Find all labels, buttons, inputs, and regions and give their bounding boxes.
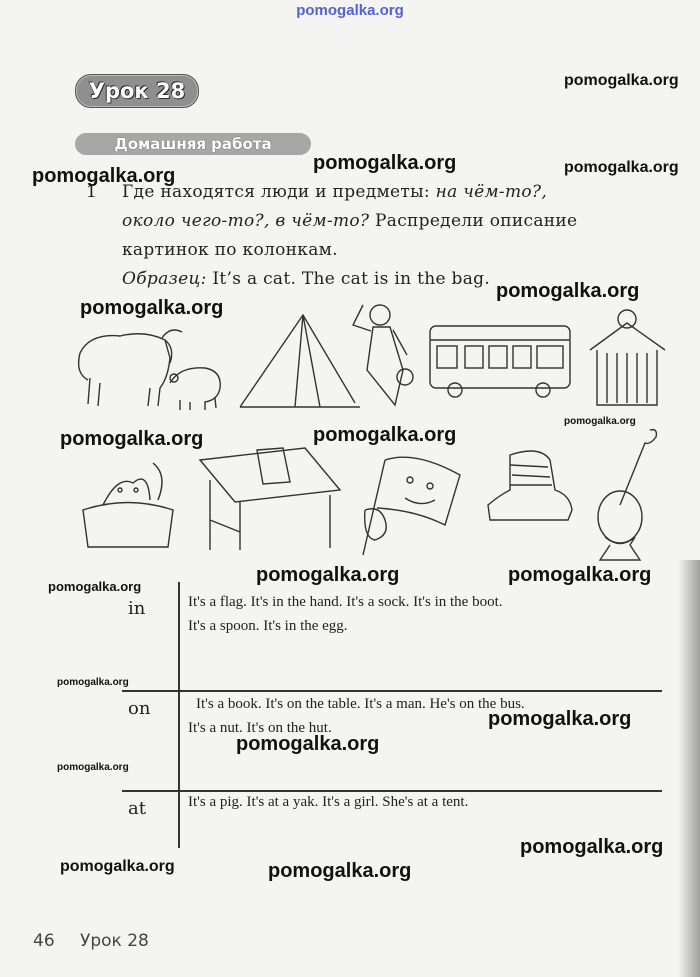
row-label-on: on bbox=[128, 698, 151, 719]
task-line1-plain: Где находятся люди и предметы: bbox=[122, 182, 436, 202]
task-number: 1 bbox=[86, 182, 97, 202]
watermark-3[interactable]: pomogalka.org bbox=[564, 159, 679, 176]
row-in-line1: It's a flag. It's in the hand. It's a sock. It's in the boot. bbox=[188, 594, 503, 610]
watermark-5[interactable]: pomogalka.org bbox=[496, 280, 640, 302]
watermark-8[interactable]: pomogalka.org bbox=[313, 424, 457, 446]
row-on-line2: It's a nut. It's on the hut. bbox=[188, 720, 332, 736]
sock-in-boot-picture bbox=[480, 445, 575, 530]
watermark-17[interactable]: pomogalka.org bbox=[520, 836, 664, 858]
table-column-divider bbox=[178, 582, 180, 848]
yak-and-pig-picture bbox=[70, 318, 230, 413]
spoon-in-egg-picture bbox=[590, 425, 660, 565]
lesson-badge-label: Урок 28 bbox=[88, 79, 186, 103]
page-edge-shadow bbox=[678, 560, 700, 977]
bus-picture bbox=[425, 318, 580, 398]
watermark-14[interactable]: pomogalka.org bbox=[488, 708, 632, 730]
watermark-16[interactable]: pomogalka.org bbox=[57, 762, 129, 773]
watermark-18[interactable]: pomogalka.org bbox=[60, 858, 175, 875]
row-in-line2: It's a spoon. It's in the egg. bbox=[188, 618, 348, 634]
watermark-19[interactable]: pomogalka.org bbox=[268, 860, 412, 882]
lesson-badge bbox=[75, 74, 199, 108]
row-label-in: in bbox=[128, 598, 146, 619]
homework-badge-label: Домашняя работа bbox=[114, 135, 272, 153]
example-text: It’s a cat. The cat is in the bag. bbox=[206, 269, 491, 289]
watermark-6[interactable]: pomogalka.org bbox=[80, 297, 224, 319]
watermark-1[interactable]: pomogalka.org bbox=[564, 72, 679, 89]
watermark-11[interactable]: pomogalka.org bbox=[508, 564, 652, 586]
watermark-7[interactable]: pomogalka.org bbox=[564, 416, 636, 427]
watermark-13[interactable]: pomogalka.org bbox=[57, 677, 129, 688]
task-line2-italic: около чего-то?, в чём-то? bbox=[122, 211, 370, 231]
watermark-10[interactable]: pomogalka.org bbox=[256, 564, 400, 586]
header-watermark[interactable]: pomogalka.org bbox=[296, 2, 404, 19]
task-line3: картинок по колонкам. bbox=[122, 240, 338, 260]
row-on-line1: It's a book. It's on the table. It's a man. He's on the bus. bbox=[196, 696, 525, 712]
task-line2-plain: Распредели описание bbox=[369, 211, 578, 231]
watermark-15[interactable]: pomogalka.org bbox=[236, 733, 380, 755]
tent-and-girl-picture bbox=[235, 295, 420, 415]
watermark-4[interactable]: pomogalka.org bbox=[32, 165, 176, 187]
watermark-9[interactable]: pomogalka.org bbox=[60, 428, 204, 450]
watermark-12[interactable]: pomogalka.org bbox=[48, 579, 142, 594]
watermark-2[interactable]: pomogalka.org bbox=[313, 152, 457, 174]
row-at-line1: It's a pig. It's at a yak. It's a girl. She's at a tent. bbox=[188, 794, 469, 810]
row-label-at: at bbox=[128, 798, 146, 819]
homework-badge bbox=[75, 133, 311, 155]
book-on-table-picture bbox=[195, 440, 345, 555]
footer-lesson: Урок 28 bbox=[80, 931, 149, 951]
flag-in-hand-picture bbox=[355, 450, 470, 560]
example-label: Образец: bbox=[122, 269, 207, 289]
cat-in-bag-picture bbox=[78, 455, 183, 555]
task-line1-italic: на чём-то?, bbox=[435, 182, 548, 202]
hut-with-nut-picture bbox=[585, 305, 670, 410]
page-number: 46 bbox=[33, 931, 55, 951]
task-text bbox=[122, 178, 632, 294]
